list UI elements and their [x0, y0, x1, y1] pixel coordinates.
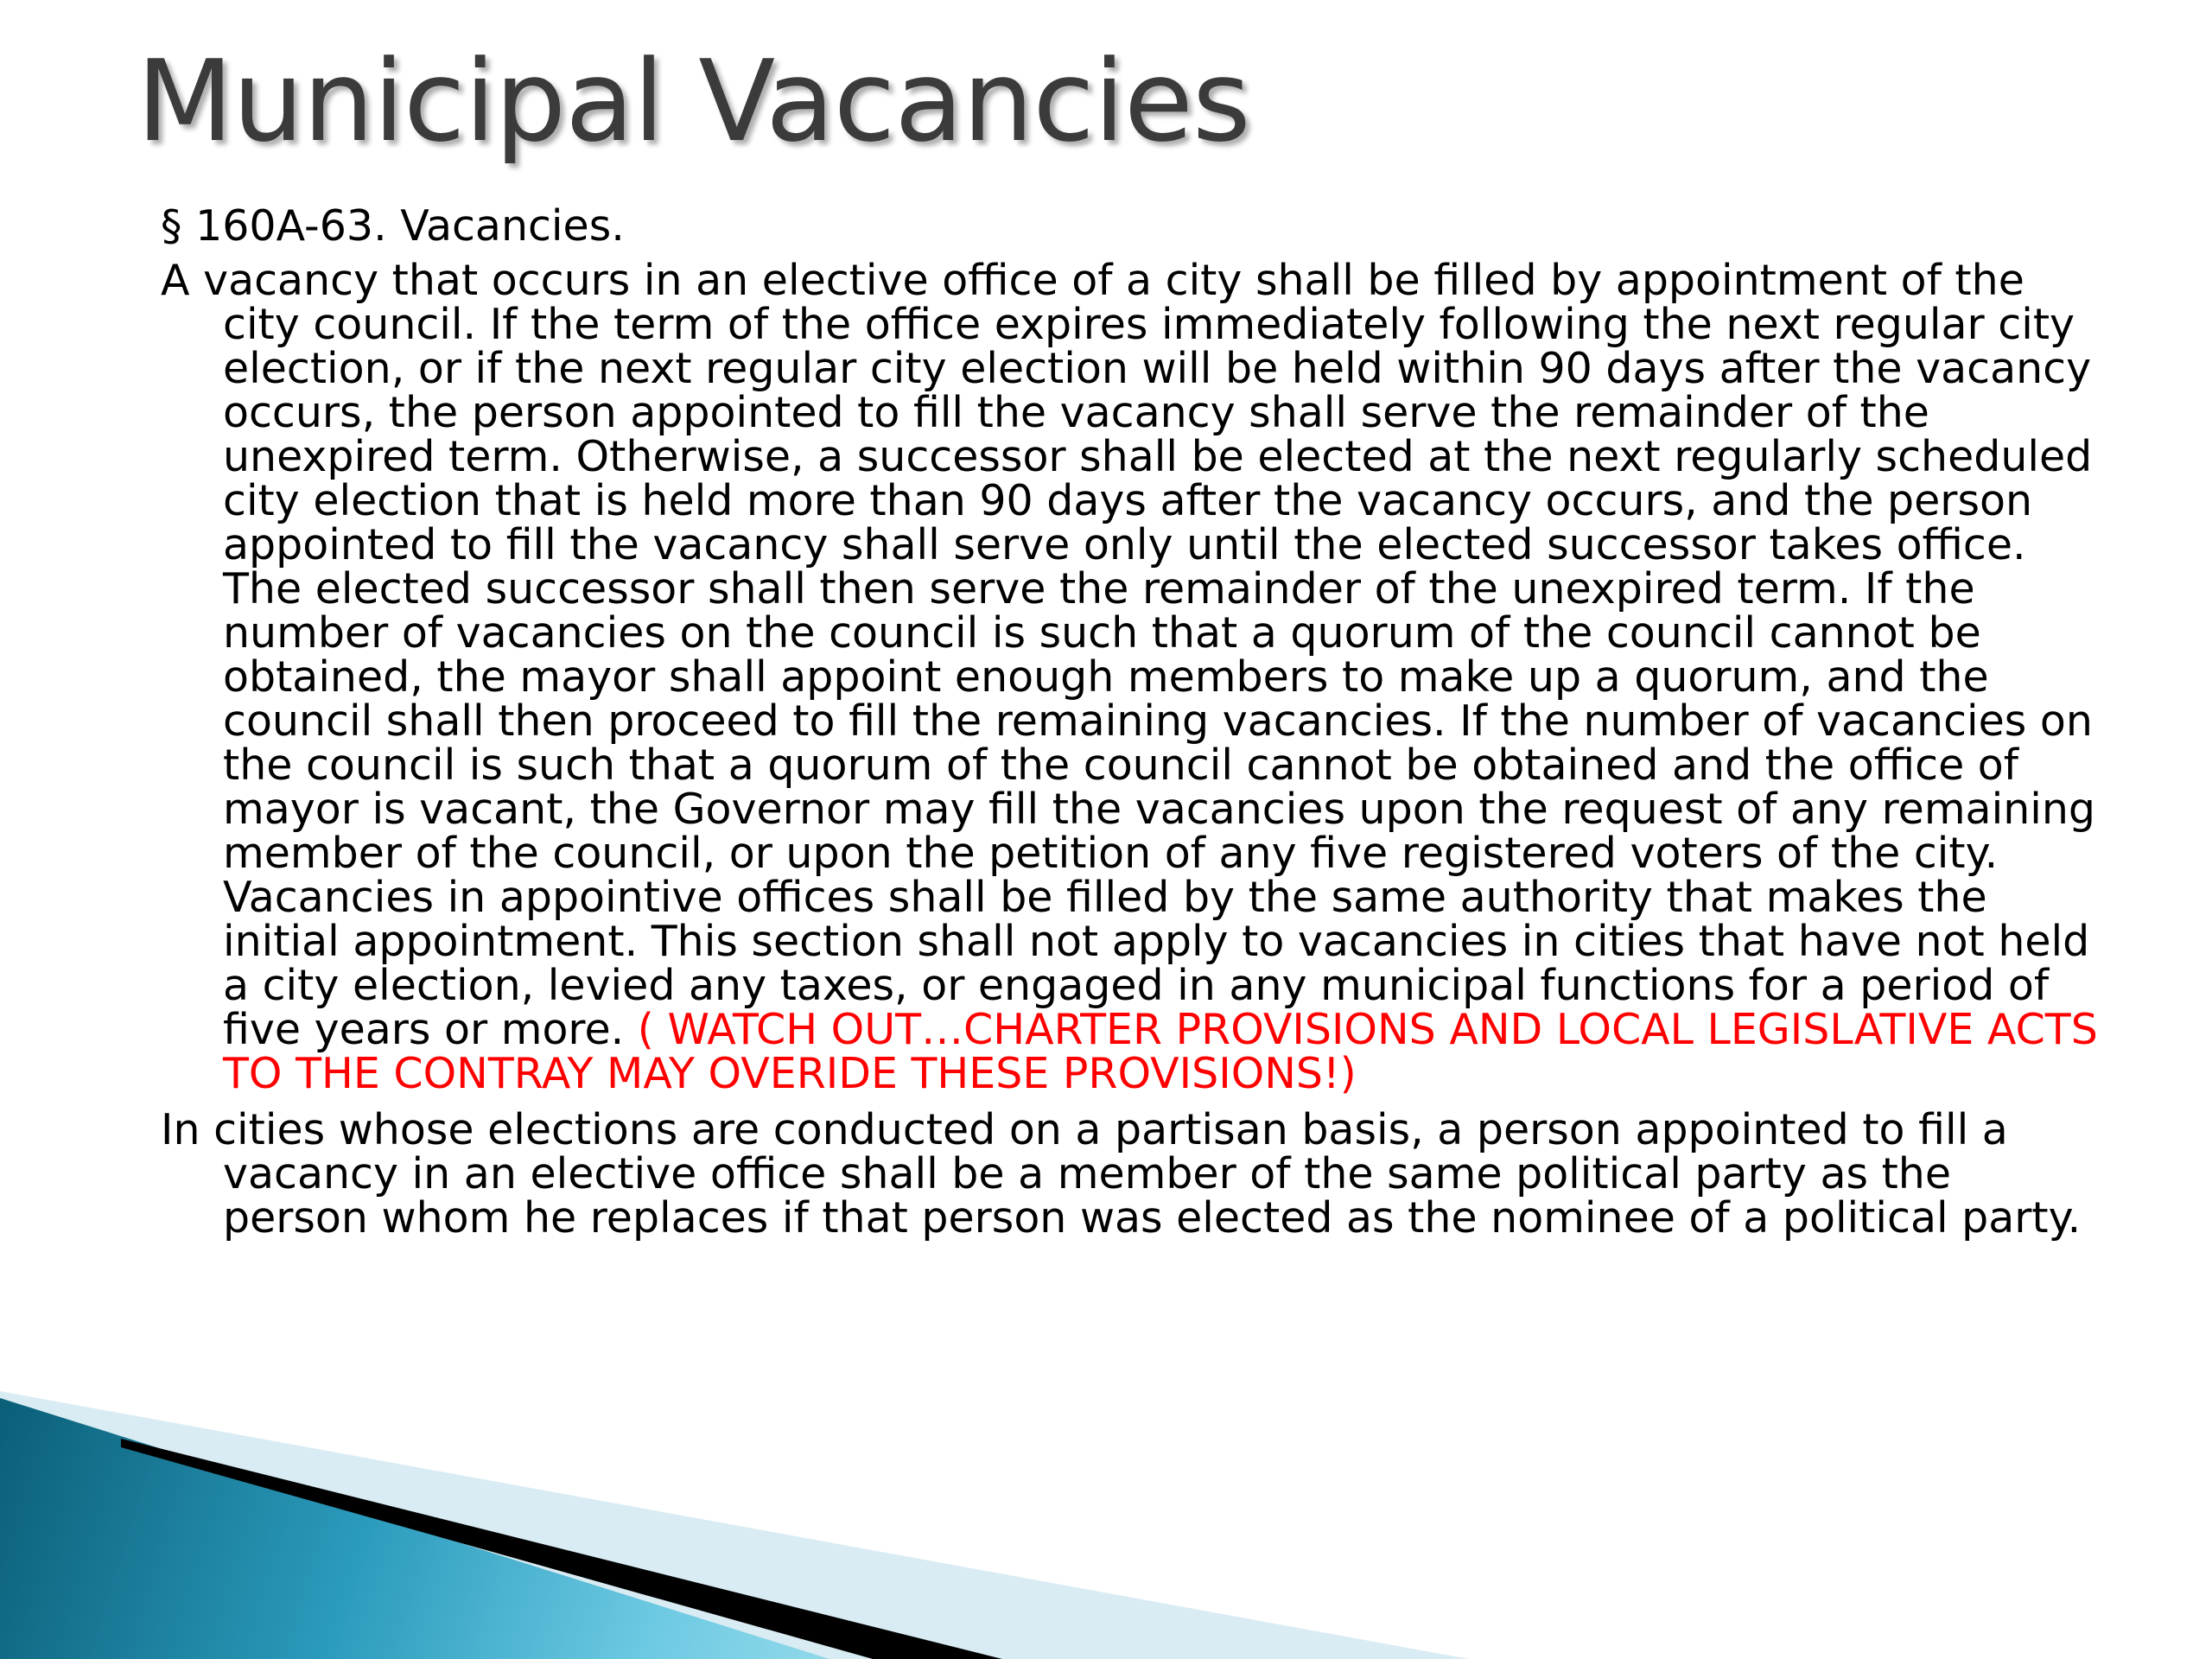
slide-body	[161, 201, 2105, 1252]
section-heading: § 160A-63. Vacancies.	[161, 201, 625, 251]
slide-title: Municipal Vacancies	[137, 35, 1250, 167]
statute-paragraph-1	[161, 258, 2105, 1096]
charter-warning-note: ( WATCH OUT…CHARTER PROVISIONS AND LOCAL LEGISLATIVE ACTS TO THE CONTRAY MAY OVERIDE THESE PROVISIONS!)	[223, 1005, 2098, 1098]
statute-paragraph-2: In cities whose elections are conducted on a partisan basis, a person appointed to fill a vacancy in an elective office shall be a member of the same political party as the person whom he replaces if that person was elected as the nominee of a political party.	[161, 1105, 2082, 1243]
statute-paragraph-1-text: A vacancy that occurs in an elective office of a city shall be filled by appointment of the city council. If the term of the office expires immediately following the next regular city election, or if the next regular city election will be held within 90 days after the vacancy occurs, the person appointed to fill the vacancy shall serve the remainder of the unexpired term. Otherwise, a successor shall be elected at the next regularly scheduled city election that is held more than 90 days after the vacancy occurs, and the person appointed to fill the vacancy shall serve only until the elected successor takes office. The elected successor shall then serve the remainder of the unexpired term. If the number of vacancies on the council is such that a quorum of the council cannot be obtained, the mayor shall appoint enough members to make up a quorum, and the council shall then proceed to fill the remaining vacancies. If the number of vacancies on the council is such that a quorum of the council cannot be obtained and the office of mayor is vacant, the Governor may fill the vacancies upon the request of any remaining member of the council, or upon the petition of any five registered voters of the city. Vacancies in appointive offices shall be filled by the same authority that makes the initial appointment. This section shall not apply to vacancies in cities that have not held a city election, levied any taxes, or engaged in any municipal functions for a period of five years or more.	[161, 256, 2096, 1054]
